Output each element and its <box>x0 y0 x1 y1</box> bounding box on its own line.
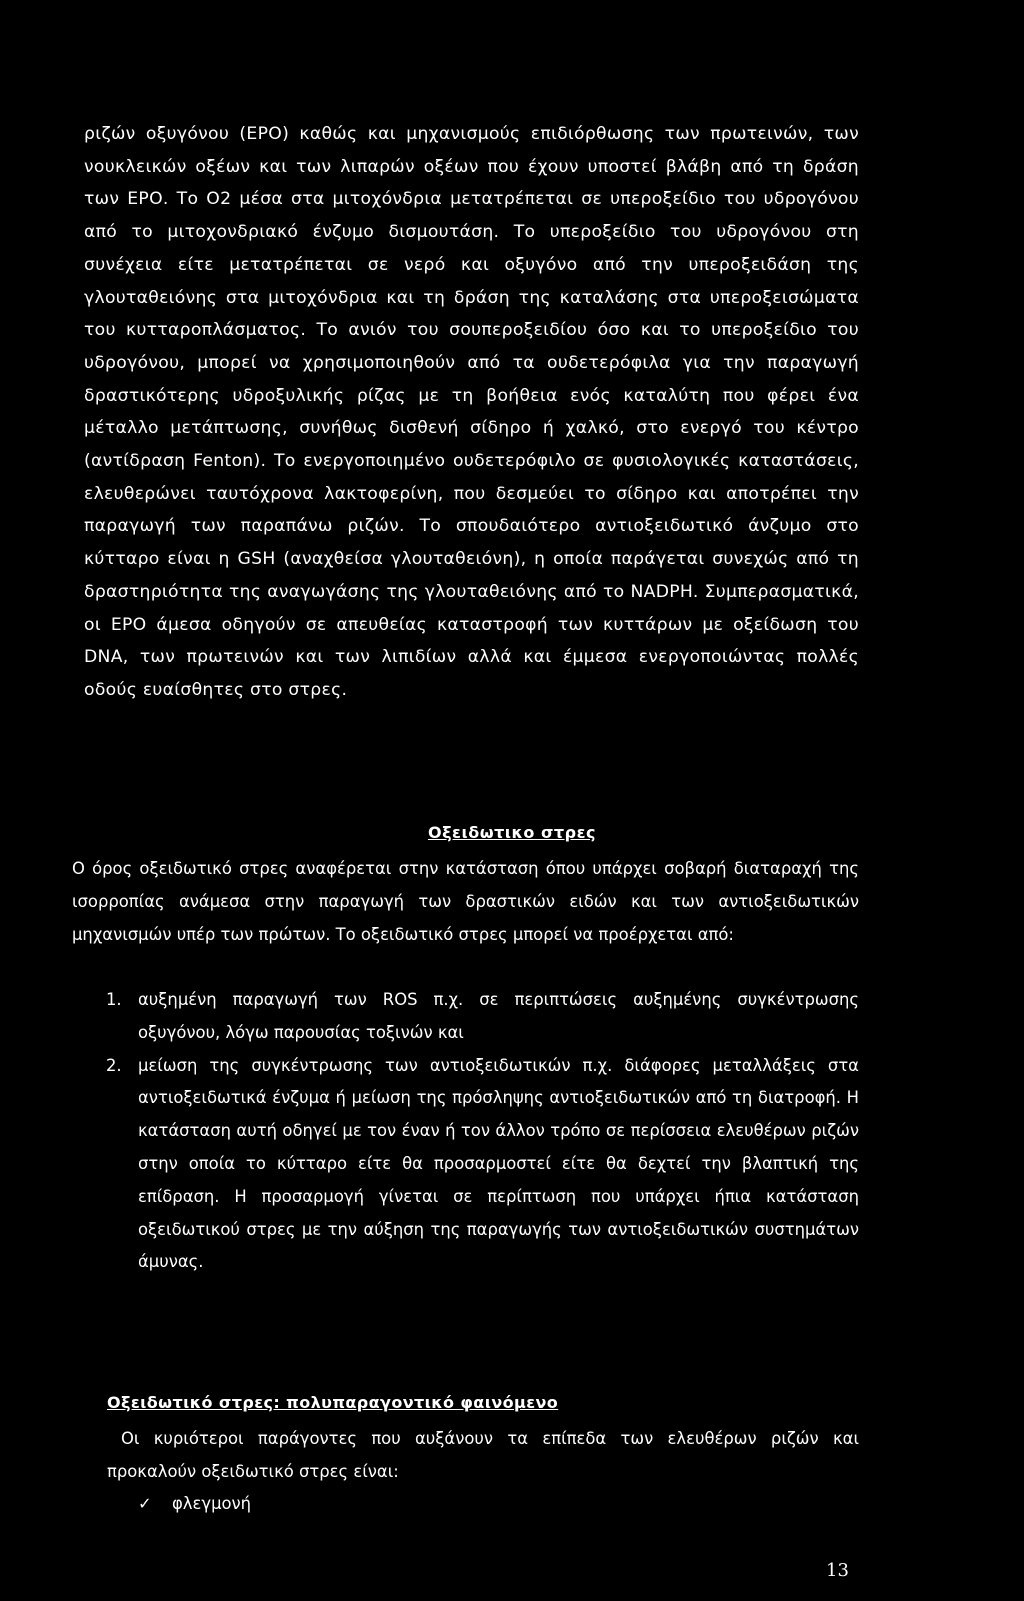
checkmark-icon: ✓ <box>138 1494 152 1513</box>
list-item-number: 2. <box>106 1055 122 1075</box>
causes-list <box>106 984 859 1279</box>
list-item <box>106 1050 859 1280</box>
section-heading-multifactorial: Οξειδωτικό στρες: πολυπαραγοντικό φαινόμενο <box>107 1393 559 1412</box>
list-item-text: μείωση της συγκέντρωσης των αντιοξειδωτικών π.χ. διάφορες μεταλλάξεις στα αντιοξειδωτικά ένζυμα ή μείωση της πρόσληψης αντιοξειδωτικών από τη διατροφή. Η κατάσταση αυτή οδηγεί με τον έναν ή τον άλλον τρόπο σε περίσσεια ελευθέρων ριζών στην οποία το κύτταρο είτε θα προσαρμοστεί είτε θα δεχτεί την βλαπτική της επίδραση. Η προσαρμογή γίνεται σε περίπτωση που υπάρχει ήπια κατάσταση οξειδωτικού στρες με την αύξηση της παραγωγής των αντιοξειδωτικών συστημάτων άμυνας. <box>138 1055 859 1272</box>
list-item <box>138 1487 251 1520</box>
page-number: 13 <box>826 1560 849 1581</box>
paragraph-ero-mechanisms: ριζών οξυγόνου (ΕΡΟ) καθώς και μηχανισμούς επιδιόρθωσης των πρωτεινών, των νουκλεικών οξέων και των λιπαρών οξέων που έχουν υποστεί βλάβη από τη δράση των ΕΡΟ. Το Ο2 μέσα στα μιτοχόνδρια μετατρέπεται σε υπεροξείδιο του υδρογόνου από το μιτοχονδριακό ένζυμο δισμουτάση. Το υπεροξείδιο του υδρογόνου στη συνέχεια είτε μετατρέπεται σε νερό και οξυγόνο από την υπεροξειδάση της γλουταθειόνης στα μιτοχόνδρια και τη δράση της καταλάσης στα υπεροξεισώματα του κυτταροπλάσματος. Το ανιόν του σουπεροξειδίου όσο και το υπεροξείδιο του υδρογόνου, μπορεί να χρησιμοποιηθούν από τα ουδετερόφιλα για την παραγωγή δραστικότερης υδροξυλικής ρίζας με τη βοήθεια ενός καταλύτη που φέρει ένα μέταλλο μετάπτωσης, συνήθως δισθενή σίδηρο ή χαλκό, στο ενεργό του κέντρο (αντίδραση Fenton). Το ενεργοποιημένο ουδετερόφιλο σε φυσιολογικές καταστάσεις, ελευθερώνει ταυτόχρονα λακτοφερίνη, που δεσμεύει το σίδηρο και αποτρέπει την παραγωγή των παραπάνω ριζών. Το σπουδαιότερο αντιοξειδωτικό άνζυμο στο κύτταρο είναι η GSH (αναχθείσα γλουταθειόνη), η οποία παράγεται συνεχώς από τη δραστηριότητα της αναγωγάσης της γλουταθειόνης από το NADPH. Συμπερασματικά, οι ΕΡΟ άμεσα οδηγούν σε απευθείας καταστροφή των κυττάρων με οξείδωση του DNA, των πρωτεινών και των λιπιδίων αλλά και έμμεσα ενεργοποιώντας πολλές οδούς ευαίσθητες στο στρες. <box>84 124 859 700</box>
list-item-number: 1. <box>106 990 122 1009</box>
section-heading-oxidative-stress: Οξειδωτικο στρες <box>428 823 596 842</box>
list-item <box>106 984 859 1050</box>
factors-checklist <box>138 1487 251 1520</box>
list-item-text: φλεγμονή <box>172 1494 252 1513</box>
paragraph-oxidative-stress-definition: Ο όρος οξειδωτικό στρες αναφέρεται στην κατάσταση όπου υπάρχει σοβαρή διαταραχή της ισορροπίας ανάμεσα στην παραγωγή των δραστικών ειδών και των αντιοξειδωτικών μηχανισμών υπέρ των πρώτων. Το οξειδωτικό στρες μπορεί να προέρχεται από: <box>72 859 859 945</box>
paragraph-main-factors: Οι κυριότεροι παράγοντες που αυξάνουν τα επίπεδα των ελευθέρων ριζών και προκαλούν οξειδωτικό στρες είναι: <box>107 1429 859 1481</box>
list-item-text: αυξημένη παραγωγή των ROS π.χ. σε περιπτώσεις αυξημένης συγκέντρωσης οξυγόνου, λόγω παρουσίας τοξινών και <box>138 990 859 1042</box>
